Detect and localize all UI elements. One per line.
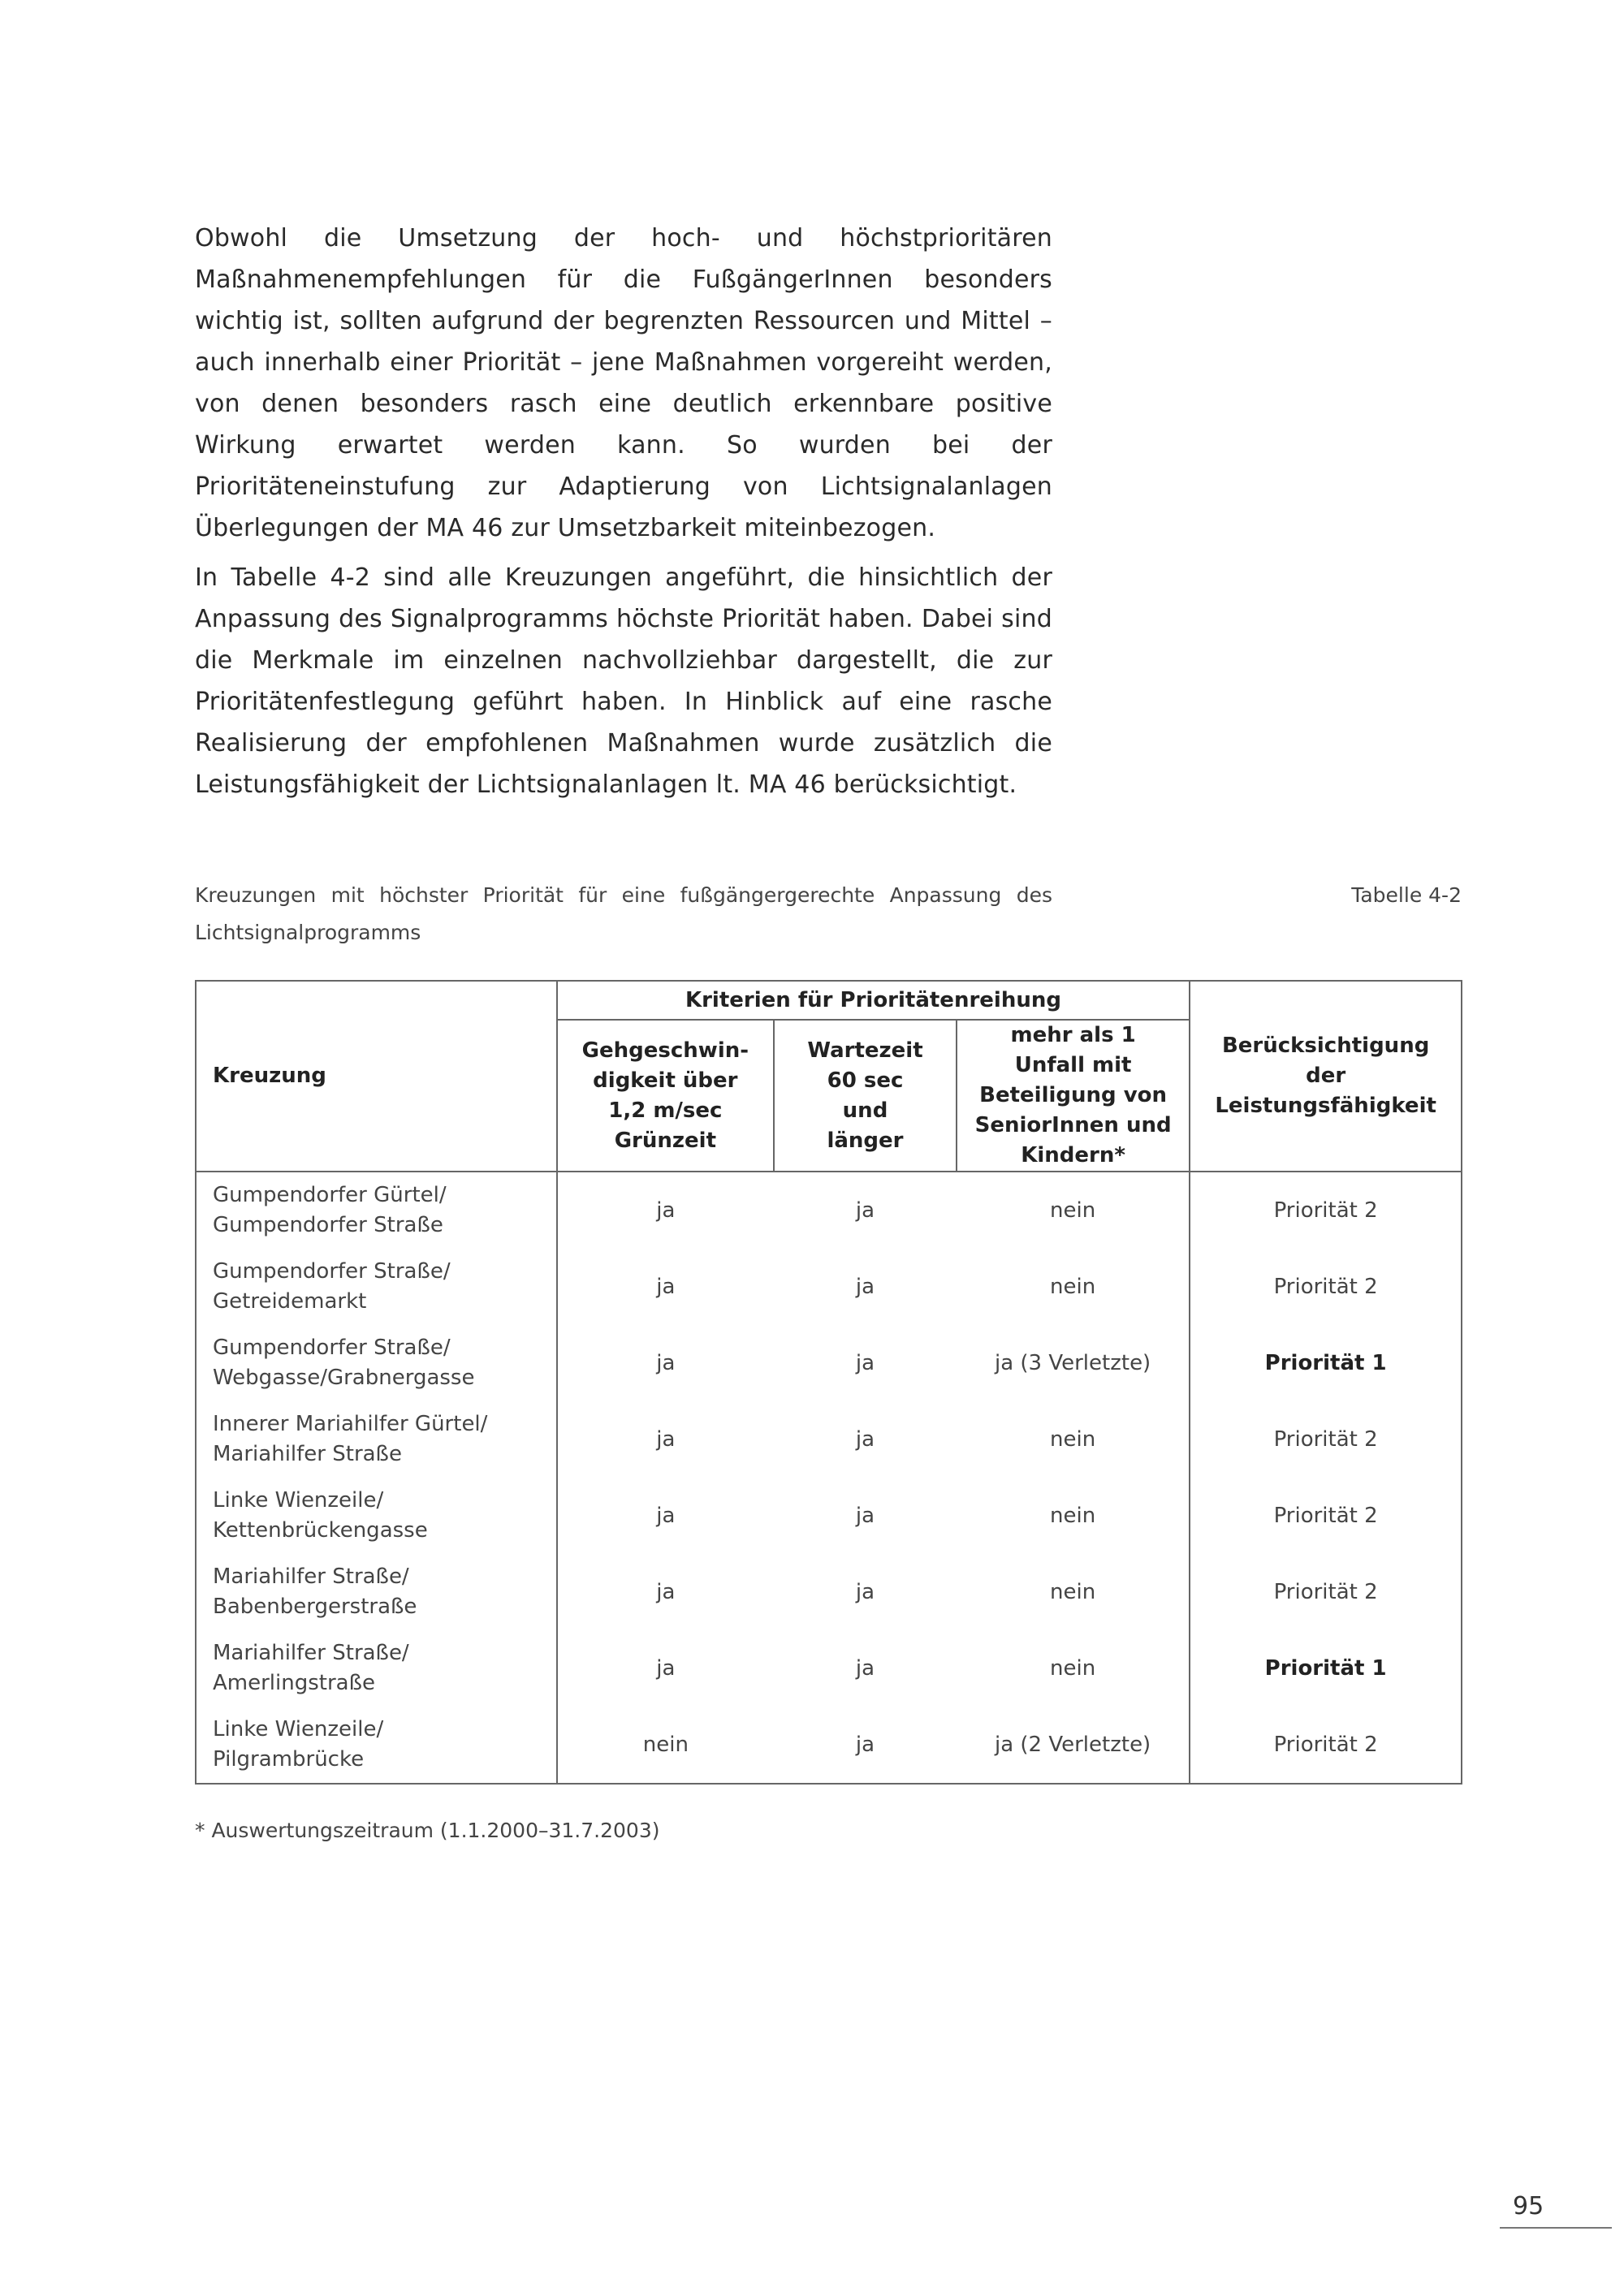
paragraph: Obwohl die Umsetzung der hoch- und höchstprioritären Maßnahmenempfehlungen für die FußgängerInnen besonders wichtig ist, sollten aufgrund der begrenzten Ressourcen und Mittel – auch innerhalb einer Priorität – jene Maßnahmen vorgereiht werden, von denen besonders rasch eine deutlich erkennbare positive Wirkung erwartet werden kann. So wurden bei der Prioritäteneinstufung zur Adaptierung von Lichtsignalanlagen Überlegungen der MA 46 zur Umsetzbarkeit miteinbezogen.: [195, 224, 1052, 542]
priority-table: [195, 980, 1462, 1785]
kreuzung-line-1: Gumpendorfer Straße/: [213, 1259, 451, 1284]
kreuzung-line-2: Pilgrambrücke: [213, 1747, 365, 1772]
cell-kreuzung: [196, 1325, 557, 1401]
cell-c1: ja: [557, 1249, 774, 1325]
table-row: [196, 1707, 1462, 1784]
header-c2: Wartezeit 60 sec und länger: [774, 1020, 957, 1172]
cell-c4: Priorität 2: [1190, 1249, 1462, 1325]
cell-c4: Priorität 1: [1190, 1325, 1462, 1401]
cell-kreuzung: [196, 1172, 557, 1249]
kreuzung-line-2: Getreidemarkt: [213, 1289, 367, 1314]
table-row: [196, 1554, 1462, 1630]
table-number: Tabelle 4-2: [1351, 883, 1462, 907]
cell-c2: ja: [855, 1350, 875, 1375]
page-number-rule: [1500, 2227, 1612, 2229]
kreuzung-line-2: Kettenbrückengasse: [213, 1518, 428, 1543]
kreuzung-line-2: Babenbergerstraße: [213, 1595, 417, 1619]
cell-c4: Priorität 2: [1190, 1172, 1462, 1249]
cell-c1: ja: [557, 1478, 774, 1554]
cell-c1: ja: [557, 1325, 774, 1401]
kreuzung-line-1: Gumpendorfer Straße/: [213, 1336, 451, 1360]
kreuzung-line-1: Innerer Mariahilfer Gürtel/: [213, 1412, 488, 1436]
cell-c3: nein: [957, 1478, 1190, 1554]
cell-kreuzung: [196, 1630, 557, 1707]
cell-c2: ja: [855, 1655, 875, 1681]
cell-c2: ja: [855, 1503, 875, 1528]
cell-c4: Priorität 1: [1190, 1630, 1462, 1707]
cell-c3: nein: [957, 1554, 1190, 1630]
cell-c3: nein: [957, 1401, 1190, 1478]
header-group: Kriterien für Prioritätenreihung: [557, 981, 1190, 1020]
table-row: [196, 1401, 1462, 1478]
table-row: [196, 1172, 1462, 1249]
kreuzung-line-2: Mariahilfer Straße: [213, 1442, 402, 1466]
cell-c2: ja: [855, 1198, 875, 1223]
table-row: [196, 1325, 1462, 1401]
page-number: 95: [1513, 2192, 1544, 2220]
table-row: [196, 1630, 1462, 1707]
kreuzung-line-1: Linke Wienzeile/: [213, 1717, 384, 1741]
kreuzung-line-2: Amerlingstraße: [213, 1671, 375, 1695]
cell-c2: ja: [855, 1426, 875, 1452]
cell-c2: ja: [855, 1579, 875, 1604]
cell-c3: nein: [957, 1630, 1190, 1707]
cell-kreuzung: [196, 1554, 557, 1630]
header-kreuzung: Kreuzung: [196, 981, 557, 1172]
header-c1: Gehgeschwin-digkeit über 1,2 m/sec Grünzeit: [557, 1020, 774, 1172]
cell-c4: Priorität 2: [1190, 1478, 1462, 1554]
footnote: * Auswertungszeitraum (1.1.2000–31.7.2003): [195, 1819, 660, 1842]
table-caption: [195, 877, 1052, 952]
kreuzung-line-1: Mariahilfer Straße/: [213, 1564, 409, 1589]
kreuzung-line-1: Gumpendorfer Gürtel/: [213, 1183, 447, 1207]
cell-kreuzung: [196, 1249, 557, 1325]
cell-c1: nein: [557, 1707, 774, 1784]
cell-c4: Priorität 2: [1190, 1554, 1462, 1630]
kreuzung-line-2: Webgasse/Grabnergasse: [213, 1366, 475, 1390]
cell-c1: ja: [557, 1630, 774, 1707]
cell-c4: Priorität 2: [1190, 1707, 1462, 1784]
table-row: [196, 1249, 1462, 1325]
cell-c1: ja: [557, 1554, 774, 1630]
caption-text: Kreuzungen mit höchster Priorität für eine fußgängergerechte Anpassung des Lichtsignalprogramms: [195, 883, 1052, 944]
table-row: [196, 1478, 1462, 1554]
cell-c2: ja: [774, 1707, 957, 1784]
cell-c3: nein: [957, 1172, 1190, 1249]
kreuzung-line-1: Linke Wienzeile/: [213, 1488, 384, 1513]
body-text: [195, 218, 1052, 814]
cell-c3: ja (2 Verletzte): [957, 1707, 1190, 1784]
kreuzung-line-2: Gumpendorfer Straße: [213, 1213, 443, 1237]
kreuzung-line-1: Mariahilfer Straße/: [213, 1641, 409, 1665]
cell-c2: ja: [855, 1274, 875, 1299]
paragraph: In Tabelle 4-2 sind alle Kreuzungen angeführt, die hinsichtlich der Anpassung des Signalprogramms höchste Priorität haben. Dabei sind die Merkmale im einzelnen nachvollziehbar dargestellt, die zur Prioritätenfestlegung geführt haben. In Hinblick auf eine rasche Realisierung der empfohlenen Maßnahmen wurde zusätzlich die Leistungsfähigkeit der Lichtsignalanlagen lt. MA 46 berücksichtigt.: [195, 563, 1052, 799]
cell-kreuzung: [196, 1707, 557, 1784]
cell-kreuzung: [196, 1478, 557, 1554]
header-c3: mehr als 1 Unfall mit Beteiligung von SeniorInnen und Kindern*: [957, 1020, 1190, 1172]
header-c4: Berücksichtigung der Leistungsfähigkeit: [1190, 981, 1462, 1172]
cell-kreuzung: [196, 1401, 557, 1478]
cell-c3: ja (3 Verletzte): [957, 1325, 1190, 1401]
cell-c3: nein: [957, 1249, 1190, 1325]
cell-c1: ja: [557, 1172, 774, 1249]
cell-c4: Priorität 2: [1190, 1401, 1462, 1478]
cell-c1: ja: [557, 1401, 774, 1478]
